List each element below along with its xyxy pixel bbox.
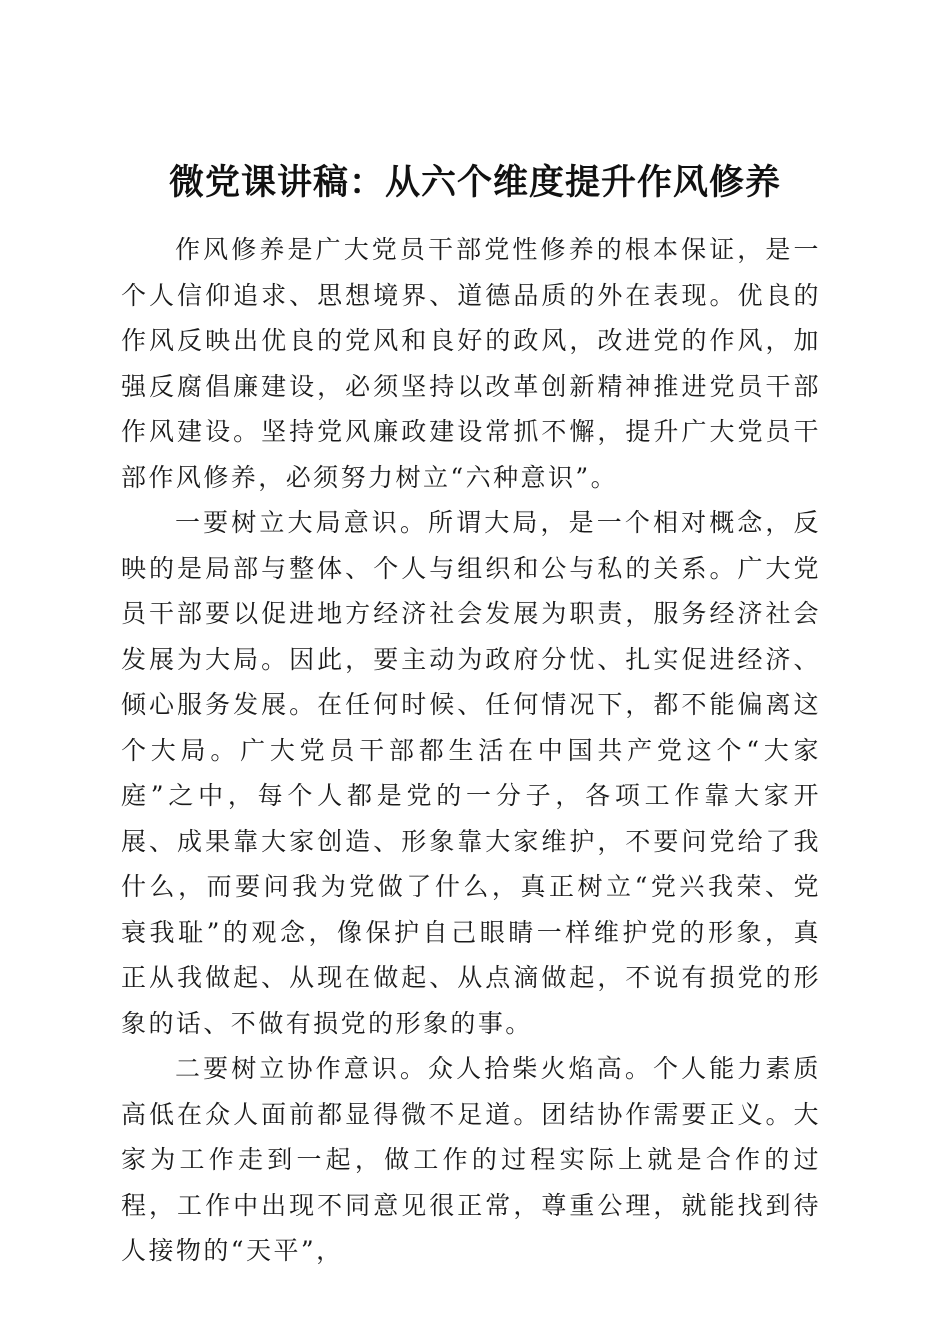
document-body [121, 227, 821, 1274]
document-title: 微党课讲稿：从六个维度提升作风修养 [168, 162, 781, 204]
paragraph-big-picture-awareness: 一要树立大局意识。所谓大局，是一个相对概念，反映的是局部与整体、个人与组织和公与私的关系。广大党员干部要以促进地方经济社会发展为职责，服务经济社会发展为大局。因此，要主动为政府分忧、扎实促进经济、倾心服务发展。在任何时候、任何情况下，都不能偏离这个大局。广大党员干部都生活在中国共产党这个“大家庭”之中，每个人都是党的一分子，各项工作靠大家开展、成果靠大家创造、形象靠大家维护，不要问党给了我什么，而要问我为党做了什么，真正树立“党兴我荣、党衰我耻”的观念，像保护自己眼睛一样维护党的形象，真正从我做起、从现在做起、从点滴做起，不说有损党的形象的话、不做有损党的形象的事。 [121, 508, 821, 1038]
paragraph-intro: 作风修养是广大党员干部党性修养的根本保证，是一个人信仰追求、思想境界、道德品质的外在表现。优良的作风反映出优良的党风和良好的政风，改进党的作风，加强反腐倡廉建设，必须坚持以改革创新精神推进党员干部作风建设。坚持党风廉政建设常抓不懈，提升广大党员干部作风修养，必须努力树立“六种意识”。 [121, 235, 821, 492]
paragraph-cooperation-awareness: 二要树立协作意识。众人拾柴火焰高。个人能力素质高低在众人面前都显得微不足道。团结协作需要正义。大家为工作走到一起，做工作的过程实际上就是合作的过程，工作中出现不同意见很正常，尊重公理，就能找到待人接物的“天平”， [121, 1054, 821, 1265]
